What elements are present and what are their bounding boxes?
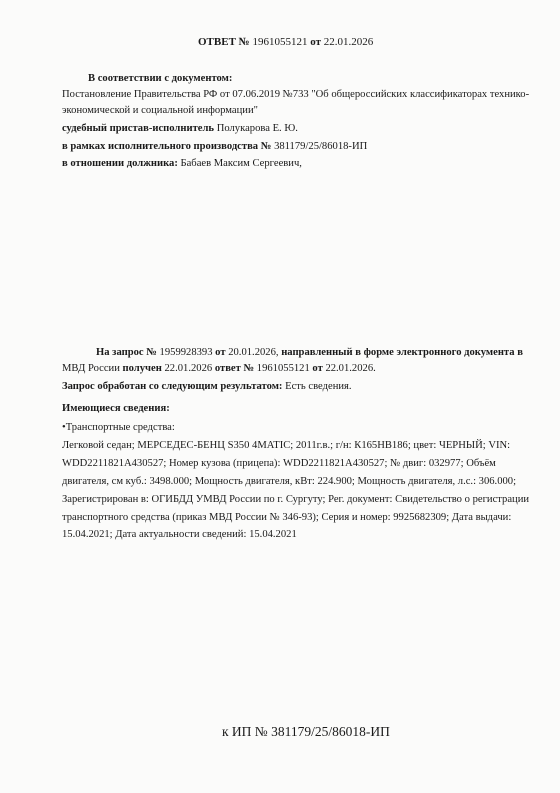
- basis-document-line1: Постановление Правительства РФ от 07.06.2019 №733 "Об общероссийских классификаторах технико-: [62, 89, 530, 100]
- info-line: транспортного средства (приказ МВД России № 346-93); Серия и номер: 9925682309; Дата выдачи:: [62, 512, 512, 523]
- request-sent-label: направленный в форме электронного документа в: [281, 347, 523, 358]
- received-answer-label: ответ №: [214, 363, 255, 374]
- answer-date: 22.01.2026: [323, 36, 374, 48]
- case-label: в рамках исполнительного производства №: [62, 141, 272, 152]
- info-line: Зарегистрирован в: ОГИБДД УМВД России по г. Сургуту; Рег. документ: Свидетельство о регистрации: [62, 494, 530, 505]
- result-line: [62, 380, 352, 393]
- info-line: Легковой седан; МЕРСЕДЕС-БЕНЦ S350 4MATIC; 2011г.в.; г/н: К165НВ186; цвет: ЧЕРНЫЙ; VIN:: [62, 440, 511, 451]
- info-line: двигателя, см куб.: 3498.000; Мощность двигателя, кВт: 224.900; Мощность двигателя, л.с.: 306.000;: [62, 476, 517, 487]
- bailiff-label: судебный пристав-исполнитель: [62, 123, 215, 134]
- basis-document-line2: экономической и социальной информации": [62, 105, 258, 116]
- debtor-label: в отношении должника:: [62, 158, 178, 169]
- case-line: [62, 140, 367, 153]
- basis-heading: В соответствии с документом:: [88, 73, 233, 84]
- result-value: Есть сведения.: [285, 381, 352, 392]
- request-from-label: от: [215, 347, 226, 358]
- answer-label: ОТВЕТ №: [198, 36, 250, 48]
- info-line: •Транспортные средства:: [62, 422, 175, 433]
- footer-number: 381179/25/86018-ИП: [271, 724, 390, 739]
- received-answer-number: 1961055121: [256, 363, 310, 374]
- info-heading: Имеющиеся сведения:: [62, 403, 170, 414]
- answer-number: 1961055121: [252, 36, 308, 48]
- received-label: получен: [122, 363, 162, 374]
- info-line: WDD2211821A430527; Номер кузова (прицепа): WDD2211821A430527; № двиг: 032977; Объём: [62, 458, 496, 469]
- received-answer-from: от: [312, 363, 323, 374]
- bailiff-line: [62, 122, 298, 135]
- received-answer-date: 22.01.2026.: [325, 363, 376, 374]
- footer-label: к ИП №: [222, 724, 268, 739]
- bailiff-name: Полукарова Е. Ю.: [216, 123, 298, 134]
- request-number: 1959928393: [159, 347, 213, 358]
- request-label: На запрос №: [96, 347, 157, 358]
- received-date: 22.01.2026: [164, 363, 213, 374]
- info-line: 15.04.2021; Дата актуальности сведений: 15.04.2021: [62, 529, 297, 540]
- footer-case-reference: [222, 724, 390, 740]
- answer-title: [198, 36, 373, 49]
- request-line: [96, 346, 523, 359]
- answer-from-label: от: [310, 36, 321, 48]
- agency: МВД России: [62, 363, 120, 374]
- debtor-name: Бабаев Максим Сергеевич,: [180, 158, 302, 169]
- result-label: Запрос обработан со следующим результатом:: [62, 381, 283, 392]
- debtor-line: [62, 157, 302, 170]
- request-date: 20.01.2026,: [228, 347, 279, 358]
- case-number: 381179/25/86018-ИП: [274, 141, 368, 152]
- received-line: [62, 362, 376, 375]
